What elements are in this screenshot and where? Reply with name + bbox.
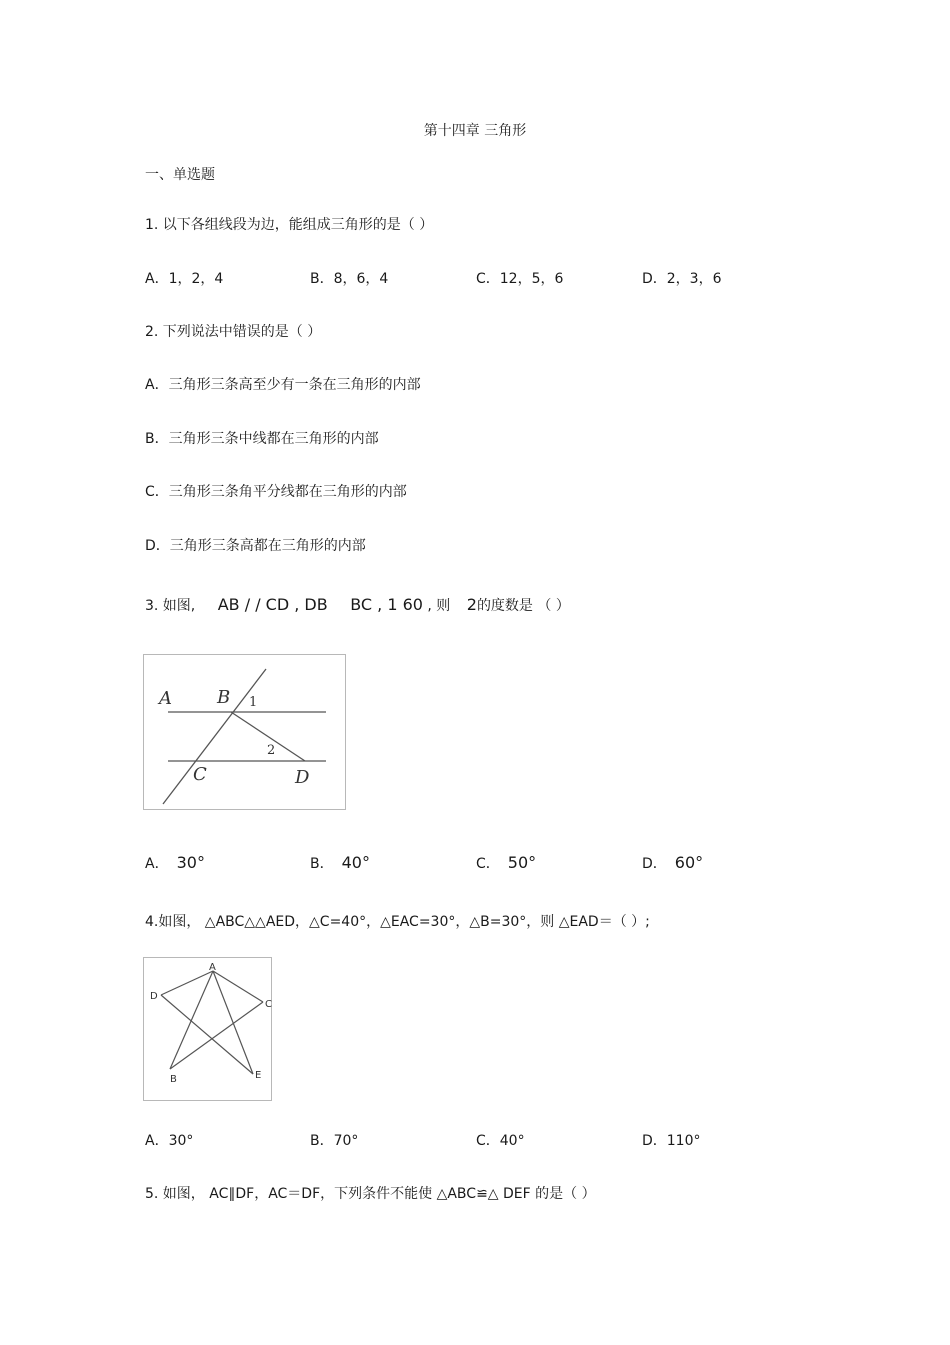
question-5-stem: 5. 如图， AC∥DF，AC＝DF，下列条件不能使 △ABC≌△ DEF 的是（ ） (145, 1186, 596, 1202)
q2-option-a: A．三角形三条高至少有一条在三角形的内部 (145, 377, 421, 393)
q4-label-a: A (209, 962, 216, 973)
q4-figure (143, 957, 273, 1102)
q3-stem-suffix: 的度数是 （ ） (476, 598, 570, 614)
q3-stem-mid: , 则 (427, 598, 451, 614)
q3-label-b: B (217, 687, 231, 708)
q3-label-angle-2: 2 (267, 743, 276, 758)
question-4-stem: 4.如图， △ABC△△AED，△C=40°，△EAC=30°，△B=30°，则 △EAD＝（ ）; (145, 914, 650, 930)
q2-option-c: C．三角形三条角平分线都在三角形的内部 (145, 484, 407, 500)
question-1-stem: 1. 以下各组线段为边，能组成三角形的是（ ） (145, 217, 434, 233)
q2-option-b: B．三角形三条中线都在三角形的内部 (145, 431, 379, 447)
q3-label-a: A (159, 688, 172, 709)
q3-math-angle: BC , 1 60 (350, 595, 423, 614)
q3-option-c: C． 50° (476, 853, 537, 872)
page-title: 第十四章 三角形 (423, 123, 527, 139)
q4-option-b: B．70° (310, 1133, 359, 1149)
q4-label-d: D (150, 991, 158, 1002)
question-2-stem: 2. 下列说法中错误的是（ ） (145, 324, 322, 340)
question-3-stem (145, 597, 570, 613)
q4-option-a: A．30° (145, 1133, 194, 1149)
q1-option-c: C．12，5，6 (476, 271, 564, 287)
q3-math-angle2: 2 (466, 595, 477, 614)
q3-label-angle-1: 1 (249, 695, 258, 710)
q3-math-parallel: AB / / CD , DB (217, 595, 328, 614)
q3-label-c: C (193, 764, 207, 785)
q4-option-c: C．40° (476, 1133, 525, 1149)
q4-label-c: C (265, 999, 272, 1010)
q3-label-d: D (295, 767, 310, 788)
q4-label-e: E (255, 1070, 262, 1081)
q3-option-a: A． 30° (145, 853, 205, 872)
q3-stem-prefix: 3. 如图, (145, 598, 196, 614)
q2-option-d: D．三角形三条高都在三角形的内部 (145, 538, 366, 554)
q4-label-b: B (170, 1074, 177, 1085)
section-heading: 一、单选题 (145, 167, 215, 183)
q3-figure (143, 654, 347, 811)
q1-option-a: A．1，2，4 (145, 271, 224, 287)
q3-option-d: D． 60° (642, 853, 704, 872)
q4-option-d: D．110° (642, 1133, 701, 1149)
q1-option-d: D．2，3，6 (642, 271, 722, 287)
q3-option-b: B． 40° (310, 853, 370, 872)
q1-option-b: B．8，6，4 (310, 271, 389, 287)
